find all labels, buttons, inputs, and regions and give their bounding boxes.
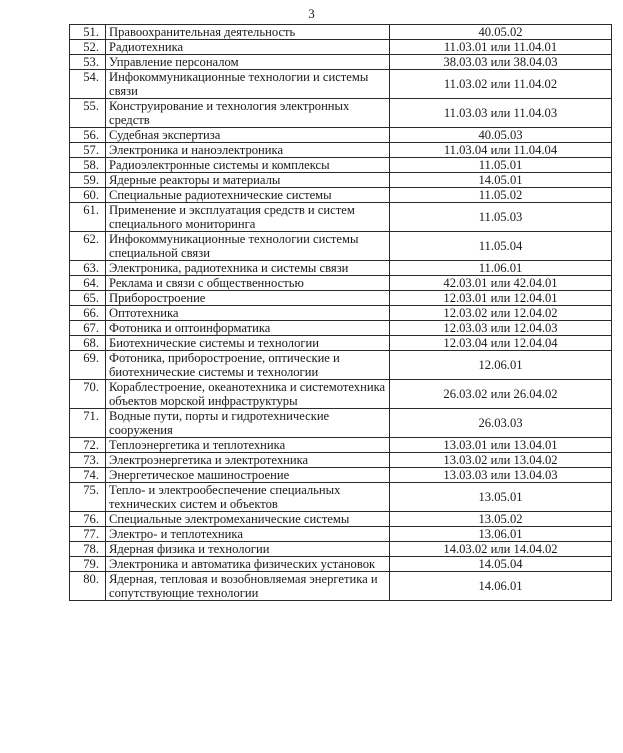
specialty-name: Тепло- и электрообеспечение специальных технических систем и объектов [106,483,390,512]
specialty-name: Энергетическое машиностроение [106,468,390,483]
row-number: 52. [70,40,106,55]
specialty-code: 40.05.02 [390,25,612,40]
table-row [70,453,612,468]
row-number: 58. [70,158,106,173]
page-number: 3 [308,6,315,21]
specialty-name: Инфокоммуникационные технологии и системы связи [106,70,390,99]
specialty-name: Теплоэнергетика и теплотехника [106,438,390,453]
specialty-code: 13.03.01 или 13.04.01 [390,438,612,453]
row-number: 68. [70,336,106,351]
row-number: 80. [70,572,106,601]
specialty-code: 11.03.01 или 11.04.01 [390,40,612,55]
row-number: 79. [70,557,106,572]
specialty-name: Водные пути, порты и гидротехнические сооружения [106,409,390,438]
row-number: 75. [70,483,106,512]
row-number: 60. [70,188,106,203]
row-number: 64. [70,276,106,291]
specialty-name: Биотехнические системы и технологии [106,336,390,351]
specialty-code: 13.06.01 [390,527,612,542]
row-number: 73. [70,453,106,468]
table-row [70,261,612,276]
row-number: 78. [70,542,106,557]
specialty-code: 11.03.02 или 11.04.02 [390,70,612,99]
specialty-name: Электроника и автоматика физических установок [106,557,390,572]
specialty-code: 14.05.01 [390,173,612,188]
specialty-name: Электро- и теплотехника [106,527,390,542]
table-row [70,321,612,336]
row-number: 51. [70,25,106,40]
table-row [70,188,612,203]
table-row [70,99,612,128]
specialty-name: Управление персоналом [106,55,390,70]
table-row [70,409,612,438]
row-number: 71. [70,409,106,438]
row-number: 53. [70,55,106,70]
table-row [70,55,612,70]
table-row [70,380,612,409]
table-row [70,527,612,542]
specialty-name: Ядерная, тепловая и возобновляемая энергетика и сопутствующие технологии [106,572,390,601]
specialty-name: Применение и эксплуатация средств и систем специального мониторинга [106,203,390,232]
row-number: 65. [70,291,106,306]
specialty-code: 11.05.01 [390,158,612,173]
specialty-code: 13.03.02 или 13.04.02 [390,453,612,468]
specialty-code: 11.05.03 [390,203,612,232]
specialty-code: 14.05.04 [390,557,612,572]
row-number: 66. [70,306,106,321]
specialty-code: 12.03.04 или 12.04.04 [390,336,612,351]
specialty-name: Ядерные реакторы и материалы [106,173,390,188]
specialty-name: Специальные электромеханические системы [106,512,390,527]
table-row [70,572,612,601]
row-number: 77. [70,527,106,542]
row-number: 61. [70,203,106,232]
specialty-code: 13.03.03 или 13.04.03 [390,468,612,483]
specialty-name: Реклама и связи с общественностью [106,276,390,291]
table-row [70,232,612,261]
specialty-code: 12.03.02 или 12.04.02 [390,306,612,321]
table-row [70,438,612,453]
table-body [70,25,612,601]
table-row [70,143,612,158]
table-row [70,40,612,55]
specialty-name: Радиоэлектронные системы и комплексы [106,158,390,173]
specialty-code: 38.03.03 или 38.04.03 [390,55,612,70]
table-row [70,128,612,143]
specialty-name: Электроника и наноэлектроника [106,143,390,158]
table-row [70,468,612,483]
row-number: 74. [70,468,106,483]
specialty-code: 11.05.04 [390,232,612,261]
specialty-name: Радиотехника [106,40,390,55]
table-row [70,203,612,232]
table-row [70,351,612,380]
specialty-code: 40.05.03 [390,128,612,143]
specialties-table [69,24,612,601]
table-row [70,158,612,173]
row-number: 69. [70,351,106,380]
table-row [70,336,612,351]
row-number: 55. [70,99,106,128]
table-row [70,483,612,512]
row-number: 62. [70,232,106,261]
table-row [70,25,612,40]
specialty-code: 13.05.02 [390,512,612,527]
specialty-code: 12.06.01 [390,351,612,380]
row-number: 63. [70,261,106,276]
specialty-code: 14.03.02 или 14.04.02 [390,542,612,557]
specialty-code: 11.03.03 или 11.04.03 [390,99,612,128]
specialty-code: 42.03.01 или 42.04.01 [390,276,612,291]
table-row [70,512,612,527]
specialty-name: Электроника, радиотехника и системы связи [106,261,390,276]
row-number: 67. [70,321,106,336]
specialty-code: 11.03.04 или 11.04.04 [390,143,612,158]
table-row [70,276,612,291]
specialty-name: Инфокоммуникационные технологии системы специальной связи [106,232,390,261]
specialty-name: Правоохранительная деятельность [106,25,390,40]
specialty-name: Специальные радиотехнические системы [106,188,390,203]
specialty-code: 13.05.01 [390,483,612,512]
specialty-code: 26.03.02 или 26.04.02 [390,380,612,409]
specialty-code: 12.03.03 или 12.04.03 [390,321,612,336]
specialty-code: 14.06.01 [390,572,612,601]
table-row [70,291,612,306]
specialty-name: Кораблестроение, океанотехника и системотехника объектов морской инфраструктуры [106,380,390,409]
row-number: 54. [70,70,106,99]
specialty-name: Конструирование и технология электронных средств [106,99,390,128]
row-number: 76. [70,512,106,527]
table-row [70,557,612,572]
specialty-name: Ядерная физика и технологии [106,542,390,557]
row-number: 56. [70,128,106,143]
specialty-name: Приборостроение [106,291,390,306]
specialty-code: 26.03.03 [390,409,612,438]
specialty-code: 12.03.01 или 12.04.01 [390,291,612,306]
specialty-name: Фотоника и оптоинформатика [106,321,390,336]
specialty-name: Фотоника, приборостроение, оптические и биотехнические системы и технологии [106,351,390,380]
row-number: 57. [70,143,106,158]
specialty-name: Судебная экспертиза [106,128,390,143]
specialty-name: Электроэнергетика и электротехника [106,453,390,468]
specialty-name: Оптотехника [106,306,390,321]
table-row [70,542,612,557]
table-row [70,70,612,99]
row-number: 72. [70,438,106,453]
row-number: 59. [70,173,106,188]
table-row [70,173,612,188]
specialty-code: 11.06.01 [390,261,612,276]
row-number: 70. [70,380,106,409]
table-row [70,306,612,321]
specialty-code: 11.05.02 [390,188,612,203]
